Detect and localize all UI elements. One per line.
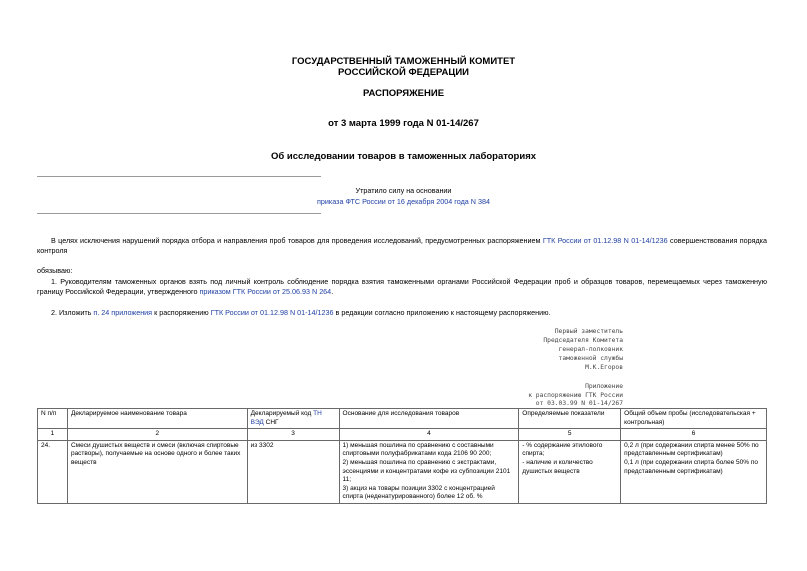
indicator-item-1: - % содержание этилового спирта;	[522, 441, 603, 458]
header-indicators: Определяемые показатели	[519, 409, 621, 429]
doc-title: Об исследовании товаров в таможенных лабораториях	[270, 151, 537, 162]
intro-text-a: В целях исключения нарушений порядка отбора и направления проб товаров для проведения исследований, предусмотренных распоряжением	[51, 236, 543, 245]
basis-item-3: 3) акциз на товары позиции 3302 с концентрацией спирта (неденатурированного) более 12 об. %	[342, 484, 495, 501]
p1-link[interactable]: приказом ГТК России от 25.06.93 N 264	[199, 287, 332, 296]
appendix-table	[37, 408, 767, 504]
header-goods-name: Декларируемое наименование товара	[67, 409, 247, 429]
p1-text-a: 1. Руководителям таможенных органов взять под личный контроль соблюдение порядка взятия таможенными органами Российской Федерации проб и образцов товаров, перемещаемых через таможенную границу Российской Федерации, утвержденного	[37, 277, 767, 296]
signature-line2: Председателя Комитета	[543, 337, 623, 344]
header-sample-volume: Общий объем пробы (исследовательская + контрольная)	[621, 409, 767, 429]
paragraph-2	[37, 308, 767, 318]
p2-text-c: в редакции согласно приложению к настоящему распоряжению.	[333, 308, 551, 317]
column-number: 4	[339, 429, 519, 441]
signature-line4: таможенной службы	[558, 355, 623, 362]
column-number: 5	[519, 429, 621, 441]
basis-item-1: 1) меньшая пошлина по сравнению с составными спиртовыми полуфабрикатами кода 2106 90 200;	[342, 441, 494, 458]
column-number: 2	[67, 429, 247, 441]
table-number-row	[38, 429, 767, 441]
appendix-ref: к распоряжению ГТК России	[528, 392, 623, 399]
basis-item-2: 2) меньшая пошлина по сравнению с экстрактами, эссенциями и концентратами кофе из субпозиции 2101 11;	[342, 458, 511, 484]
volume-item-2: 0,1 л (при содержании спирта более 50% по представленным сертификатам)	[624, 458, 758, 475]
column-number: 3	[247, 429, 339, 441]
signature-line1: Первый заместитель	[554, 328, 623, 335]
appendix-date: от 03.03.99 N 01-14/267	[535, 400, 623, 407]
cell-goods-name: Смеси душистых веществ и смеси (включая спиртовые растворы), получаемые на основе одного и более таких веществ	[67, 440, 247, 503]
org-name-line1: ГОСУДАРСТВЕННЫЙ ТАМОЖЕННЫЙ КОМИТЕТ	[291, 56, 516, 67]
obligate-text: обязываю:	[37, 266, 73, 275]
signature-line3: генерал-полковник	[558, 346, 623, 353]
p2-text-b: к распоряжению	[152, 308, 211, 317]
cell-code: из 3302	[247, 440, 339, 503]
status-link[interactable]: приказа ФТС России от 16 декабря 2004 года N 384	[317, 197, 490, 206]
intro-text-b: совершенствования порядка контроля	[37, 236, 767, 255]
indicator-item-2: - наличие и количество душистых веществ	[522, 458, 593, 475]
volume-item-1: 0,2 л (при содержании спирта менее 50% по представленным сертификатам)	[624, 441, 759, 458]
doc-type: РАСПОРЯЖЕНИЕ	[362, 88, 445, 99]
p2-link-order[interactable]: ГТК России от 01.12.98 N 01-14/1236	[210, 308, 334, 317]
cell-sample-volume	[621, 440, 767, 503]
cell-basis	[339, 440, 519, 503]
paragraph-1	[37, 277, 767, 297]
header-number: N п/п	[38, 409, 68, 429]
header-code-link[interactable]: ТН ВЭД	[250, 410, 322, 426]
table-header-row	[38, 409, 767, 429]
divider-bottom	[37, 213, 321, 214]
p2-link-appendix[interactable]: п. 24 приложения	[93, 308, 153, 317]
header-basis: Основание для исследования товаров	[339, 409, 519, 429]
table-row	[38, 440, 767, 503]
org-name-line2: РОССИЙСКОЙ ФЕДЕРАЦИИ	[337, 67, 469, 78]
doc-date-number: от 3 марта 1999 года N 01-14/267	[328, 118, 479, 129]
paragraph-intro	[37, 236, 767, 256]
column-number: 6	[621, 429, 767, 441]
divider-top	[37, 176, 321, 177]
p2-text-a: 2. Изложить	[51, 308, 94, 317]
status-text: Утратило силу на основании	[355, 186, 452, 195]
cell-number: 24.	[38, 440, 68, 503]
header-code	[247, 409, 339, 429]
header-code-text-a: Декларируемый код	[250, 410, 314, 417]
p1-text-b: .	[331, 287, 334, 296]
header-code-text-b: СНГ	[263, 418, 279, 426]
appendix-label: Приложение	[585, 383, 623, 390]
column-number: 1	[38, 429, 68, 441]
intro-link[interactable]: ГТК России от 01.12.98 N 01-14/1236	[542, 236, 668, 245]
signature-name: М.К.Егоров	[585, 364, 623, 371]
cell-indicators	[519, 440, 621, 503]
